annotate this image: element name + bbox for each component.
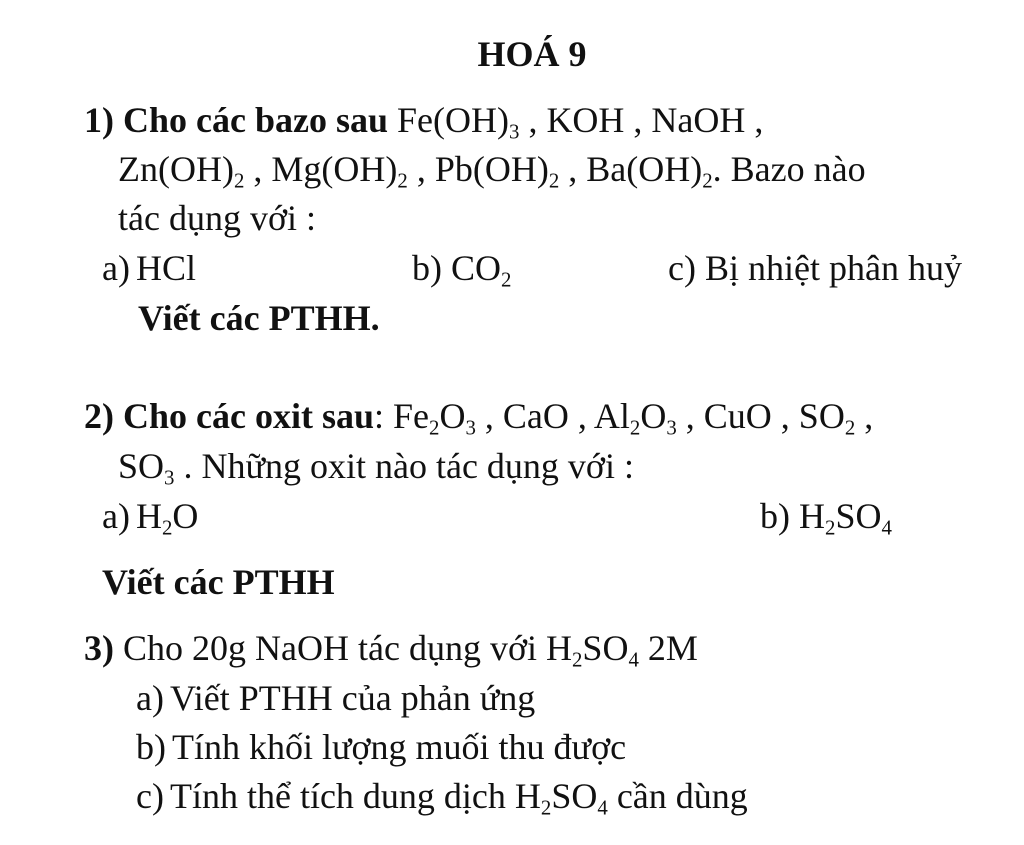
q1-option-a-label: a): [102, 248, 130, 288]
q1-option-b: [412, 246, 511, 290]
q3-item-b-label: b): [136, 727, 166, 767]
q2-formulas-2: $SO_3$ . Những oxit nào tác dụng với :: [118, 446, 634, 490]
q2-number: 2): [84, 396, 114, 436]
q3-item-c-label: c): [136, 776, 164, 816]
q1-line-1: [84, 98, 763, 142]
q2-option-a-text: $H_2O$: [135, 496, 199, 540]
q2-write-equations: Viết các PTHH: [102, 562, 335, 602]
q2-lead: Cho các oxit sau: [123, 396, 374, 436]
q2-option-b-text: $H_2SO_4$: [799, 496, 892, 540]
q1-option-a-text: HCl: [135, 248, 196, 288]
q1-line-3: tác dụng với :: [118, 198, 316, 238]
q1-option-a: [102, 246, 196, 290]
q1-option-b-text: $CO_2$: [451, 248, 512, 292]
q2-option-b-label: b): [760, 496, 790, 536]
q2-option-b: [760, 494, 892, 538]
q2-formulas-1: : $Fe_2O_3$ , CaO , $Al_2O_3$ , CuO , $SO_2$ ,: [374, 396, 874, 440]
q3-item-b-text: Tính khối lượng muối thu được: [172, 727, 627, 767]
q2-line-1: [84, 394, 873, 438]
q1-number: 1): [84, 100, 114, 140]
q3-item-a: [136, 676, 535, 720]
q3-item-c-text: Tính thể tích dung dịch $H_2SO_4$ cần dùng: [169, 776, 748, 820]
q2-option-a: [102, 494, 198, 538]
q1-write-equations: Viết các PTHH.: [138, 298, 380, 338]
q1-formulas-1: $Fe(OH)_3$ , KOH , NaOH ,: [397, 100, 764, 144]
q1-option-b-label: b): [412, 248, 442, 288]
q3-item-a-text: Viết PTHH của phản ứng: [169, 678, 536, 718]
q3-item-a-label: a): [136, 678, 164, 718]
q2-option-a-label: a): [102, 496, 130, 536]
page-title: HOÁ 9: [477, 34, 587, 74]
q1-option-c: c) Bị nhiệt phân huỷ: [668, 248, 962, 288]
q3-text: Cho 20g NaOH tác dụng với $H_2SO_4$ 2M: [114, 628, 698, 672]
q3-number: 3): [84, 628, 114, 668]
q1-formulas-2: $Zn(OH)_2$ , $Mg(OH)_2$ , $Pb(OH)_2$ , $Ba(OH)_2$. Bazo nào: [118, 149, 866, 193]
q1-line-2: [118, 147, 866, 191]
q3-item-b: [136, 725, 626, 769]
q3-line-1: [84, 626, 698, 670]
q2-line-2: [118, 444, 634, 488]
q1-lead: Cho các bazo sau: [123, 100, 389, 140]
q3-item-c: [136, 774, 748, 818]
